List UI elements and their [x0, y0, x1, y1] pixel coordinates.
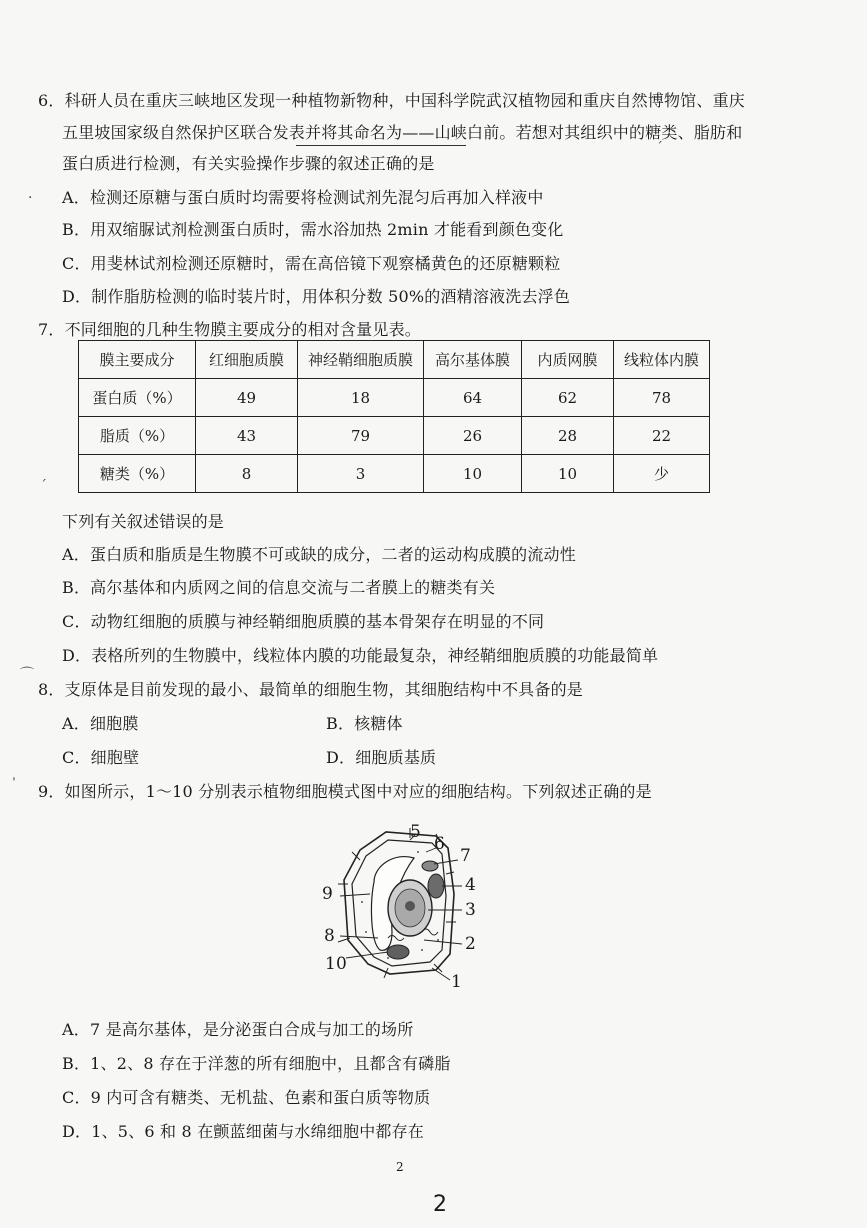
table-cell: 蛋白质（%） [79, 379, 196, 417]
q6-option-c: C．用斐林试剂检测还原糖时，需在高倍镜下观察橘黄色的还原糖颗粒 [62, 254, 561, 273]
table-cell: 26 [424, 417, 522, 455]
q8-stem: 8．支原体是目前发现的最小、最简单的细胞生物，其细胞结构中不具备的是 [38, 680, 583, 699]
q7-ask: 下列有关叙述错误的是 [62, 512, 225, 531]
diagram-label-9: 9 [322, 884, 334, 904]
q7-option-b: B．高尔基体和内质网之间的信息交流与二者膜上的糖类有关 [62, 578, 496, 597]
table-cell: 3 [298, 455, 424, 493]
table-header-cell: 线粒体内膜 [614, 341, 710, 379]
table-cell: 43 [196, 417, 298, 455]
table-row [79, 379, 710, 417]
diagram-label-5: 5 [410, 822, 422, 842]
q8-option-b: B．核糖体 [326, 714, 403, 733]
table-cell: 8 [196, 455, 298, 493]
table-cell: 18 [298, 379, 424, 417]
q8-option-d: D．细胞质基质 [326, 748, 437, 767]
table-row [79, 455, 710, 493]
q9-stem: 9．如图所示，1～10 分别表示植物细胞模式图中对应的细胞结构。下列叙述正确的是 [38, 782, 652, 801]
table-header-cell: 膜主要成分 [79, 341, 196, 379]
table-header-cell: 内质网膜 [522, 341, 614, 379]
handwritten-underline [296, 145, 466, 146]
table-cell: 10 [424, 455, 522, 493]
q6-stem-line1: 6．科研人员在重庆三峡地区发现一种植物新物种，中国科学院武汉植物园和重庆自然博物馆、重庆 [38, 91, 745, 110]
diagram-label-10: 10 [325, 954, 348, 974]
scan-speck: · [28, 190, 33, 206]
diagram-label-4: 4 [465, 875, 477, 895]
table-header-cell: 神经鞘细胞质膜 [298, 341, 424, 379]
table-cell: 脂质（%） [79, 417, 196, 455]
scan-speck: ⌒ [20, 667, 34, 683]
q7-option-d: D．表格所列的生物膜中，线粒体内膜的功能最复杂，神经鞘细胞质膜的功能最简单 [62, 646, 659, 665]
table-header-cell: 高尔基体膜 [424, 341, 522, 379]
table-cell: 糖类（%） [79, 455, 196, 493]
scan-speck: ˈ [12, 776, 16, 792]
q9-option-c: C．9 内可含有糖类、无机盐、色素和蛋白质等物质 [62, 1088, 431, 1107]
table-cell: 49 [196, 379, 298, 417]
table-header-row [79, 341, 710, 379]
table-cell: 78 [614, 379, 710, 417]
scan-speck: ˊ [656, 140, 663, 156]
table-cell: 10 [522, 455, 614, 493]
q6-option-a: A．检测还原糖与蛋白质时均需要将检测试剂先混匀后再加入样液中 [62, 188, 544, 207]
membrane-composition-table [78, 340, 710, 493]
diagram-label-1: 1 [451, 972, 463, 992]
diagram-label-3: 3 [465, 900, 477, 920]
q6-stem-line3: 蛋白质进行检测，有关实验操作步骤的叙述正确的是 [62, 154, 435, 173]
table-row [79, 417, 710, 455]
q9-option-a: A．7 是高尔基体，是分泌蛋白合成与加工的场所 [62, 1020, 414, 1039]
q8-option-a: A．细胞膜 [62, 714, 139, 733]
scan-speck: ˊ [40, 478, 47, 494]
table-cell: 64 [424, 379, 522, 417]
table-cell: 22 [614, 417, 710, 455]
table-cell: 62 [522, 379, 614, 417]
diagram-label-7: 7 [460, 846, 472, 866]
table-cell: 79 [298, 417, 424, 455]
table-cell: 28 [522, 417, 614, 455]
q7-option-c: C．动物红细胞的质膜与神经鞘细胞质膜的基本骨架存在明显的不同 [62, 612, 545, 631]
diagram-label-2: 2 [465, 934, 477, 954]
q6-option-b: B．用双缩脲试剂检测蛋白质时，需水浴加热 2min 才能看到颜色变化 [62, 220, 564, 239]
q9-option-b: B．1、2、8 存在于洋葱的所有细胞中，且都含有磷脂 [62, 1054, 451, 1073]
diagram-label-6: 6 [434, 834, 446, 854]
q7-option-a: A．蛋白质和脂质是生物膜不可或缺的成分，二者的运动构成膜的流动性 [62, 545, 576, 564]
table-cell: 少 [614, 455, 710, 493]
q6-stem-line2: 五里坡国家级自然保护区联合发表并将其命名为——山峡白前。若想对其组织中的糖类、脂肪和 [62, 123, 743, 142]
q7-stem: 7．不同细胞的几种生物膜主要成分的相对含量见表。 [38, 320, 421, 339]
table-header-cell: 红细胞质膜 [196, 341, 298, 379]
diagram-label-8: 8 [324, 926, 336, 946]
q8-option-c: C．细胞壁 [62, 748, 140, 767]
q6-option-d: D．制作脂肪检测的临时装片时，用体积分数 50%的酒精溶液洗去浮色 [62, 287, 571, 306]
q9-option-d: D．1、5、6 和 8 在颤蓝细菌与水绵细胞中都存在 [62, 1122, 425, 1141]
page-number-large: 2 [433, 1192, 447, 1217]
page-number-small: 2 [396, 1160, 404, 1174]
